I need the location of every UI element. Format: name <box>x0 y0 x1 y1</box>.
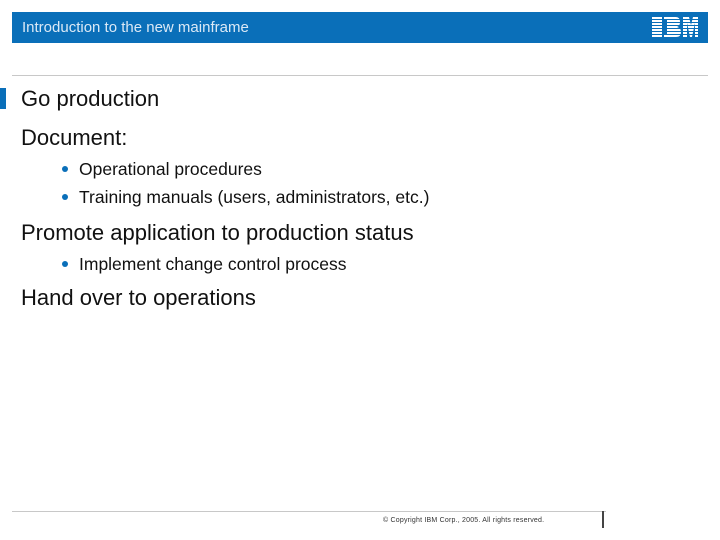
header-bar <box>12 12 708 43</box>
header-divider <box>12 75 708 76</box>
section-promote <box>21 217 701 278</box>
slide-content <box>21 122 701 313</box>
bullet-item <box>21 183 701 211</box>
bullet-item <box>21 250 701 278</box>
bullet-list <box>21 250 701 278</box>
section-heading: Document: <box>21 125 128 150</box>
section-heading: Promote application to production status <box>21 220 414 245</box>
bullet-icon <box>62 261 68 267</box>
section-document <box>21 122 701 211</box>
section-hand-over <box>21 282 701 313</box>
header-title: Introduction to the new mainframe <box>22 19 249 36</box>
bullet-icon <box>62 166 68 172</box>
copyright-notice: © Copyright IBM Corp., 2005. All rights reserved. <box>383 517 545 524</box>
bullet-icon <box>62 194 68 200</box>
bullet-item <box>21 155 701 183</box>
bullet-text: Operational procedures <box>79 159 262 179</box>
ibm-logo <box>652 17 698 37</box>
footer-tick <box>602 511 604 528</box>
footer-divider <box>12 511 606 512</box>
slide-title: Go production <box>21 86 160 111</box>
section-heading: Hand over to operations <box>21 285 256 310</box>
bullet-text: Implement change control process <box>79 254 347 274</box>
bullet-list <box>21 155 701 211</box>
bullet-text: Training manuals (users, administrators, etc.) <box>79 187 430 207</box>
title-accent-bar <box>0 88 6 109</box>
